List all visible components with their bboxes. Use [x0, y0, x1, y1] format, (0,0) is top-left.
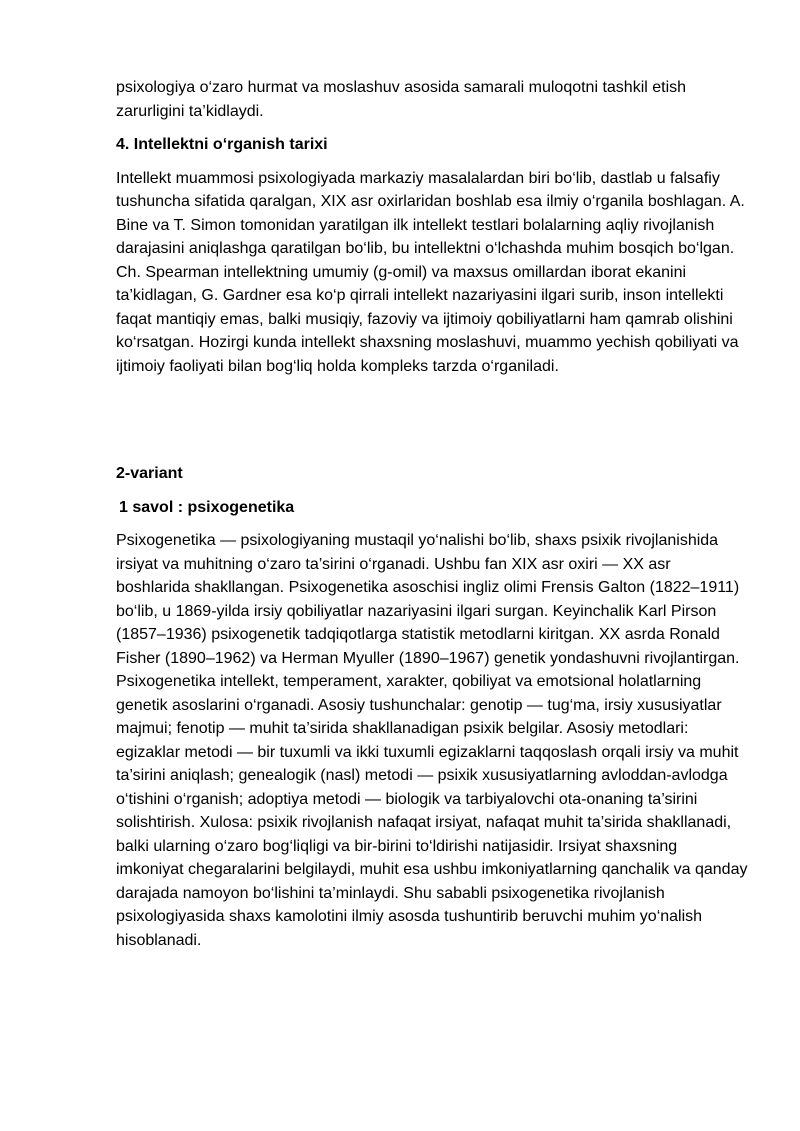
section-paragraph-intellect-history: Intellekt muammosi psixologiyada markaziy masalalardan biri bo‘lib, dastlab u falsafiy tushuncha sifatida qaralgan, XIX asr oxirlaridan boshlab esa ilmiy o‘rganila boshlagan. A. Bine va T. Simon tomonidan yaratilgan ilk intellekt testlari bolalarning aqliy rivojlanish darajasini aniqlashga qaratilgan bo‘lib, bu intellektni o‘lchashda muhim bosqich bo‘lgan. Ch. Spearman intellektning umumiy (g-omil) va maxsus omillardan iborat ekanini ta’kidlagan, G. Gardner esa ko‘p qirrali intellekt nazariyasini ilgari surib, inson intellekti faqat mantiqiy emas, balki musiqiy, fazoviy va ijtimoiy qobiliyatlarni ham qamrab olishini ko‘rsatgan. Hozirgi kunda intellekt shaxsning moslashuvi, muammo yechish qobiliyati va ijtimoiy faoliyati bilan bog‘liq holda kompleks tarzda o‘rganiladi.	[116, 169, 745, 375]
document-page	[116, 76, 748, 962]
question-heading-psychogenetics: 1 savol : psixogenetika	[119, 498, 295, 516]
question-paragraph-psychogenetics: Psixogenetika — psixologiyaning mustaqil yo‘nalishi bo‘lib, shaxs psixik rivojlanishida irsiyat va muhitning o‘zaro ta’sirini o‘rganadi. Ushbu fan XIX asr oxiri — XX asr boshlarida shakllangan. Psixogenetika asoschisi ingliz olimi Frensis Galton (1822–1911) bo‘lib, u 1869-yilda irsiy qobiliyatlar nazariyasini ilgari surgan. Keyinchalik Karl Pirson (1857–1936) psixogenetik tadqiqotlarga statistik metodlarni kiritgan. XX asrda Ronald Fisher (1890–1962) va Herman Myuller (1890–1967) genetik yondashuvni rivojlantirgan. Psixogenetika intellekt, temperament, xarakter, qobiliyat va emotsional holatlarning genetik asoslarini o‘rganadi. Asosiy tushunchalar: genotip — tug‘ma, irsiy xususiyatlar majmui; fenotip — muhit ta’sirida shakllanadigan psixik belgilar. Asosiy metodlari: egizaklar metodi — bir tuxumli va ikki tuxumli egizaklarni taqqoslash orqali irsiy va muhit ta’sirini aniqlash; genealogik (nasl) metodi — psixik xususiyatlarning avloddan-avlodga o‘tishini o‘rganish; adoptiya metodi — biologik va tarbiyalovchi ota-onaning ta’sirini solishtirish. Xulosa: psixik rivojlanish nafaqat irsiyat, nafaqat muhit ta’sirida shakllanadi, balki ularning o‘zaro bog‘liqligi va bir-birini to‘ldirishi natijasidir. Irsiyat shaxsning imkoniyat chegaralarini belgilaydi, muhit esa ushbu imkoniyatlarning qanchalik va qanday darajada namoyon bo‘lishini ta’minlaydi. Shu sababli psixogenetika rivojlanish psixologiyasida shaxs kamolotini ilmiy asosda tushuntirib beruvchi muhim yo‘nalish hisoblanadi.	[116, 532, 748, 949]
blank-space	[116, 388, 748, 462]
intro-paragraph: psixologiya o‘zaro hurmat va moslashuv asosida samarali muloqotni tashkil etish zarurligini ta’kidlaydi.	[116, 79, 687, 120]
variant-heading: 2-variant	[116, 465, 183, 482]
section-heading-intellect-history: 4. Intellektni o‘rganish tarixi	[116, 136, 328, 153]
